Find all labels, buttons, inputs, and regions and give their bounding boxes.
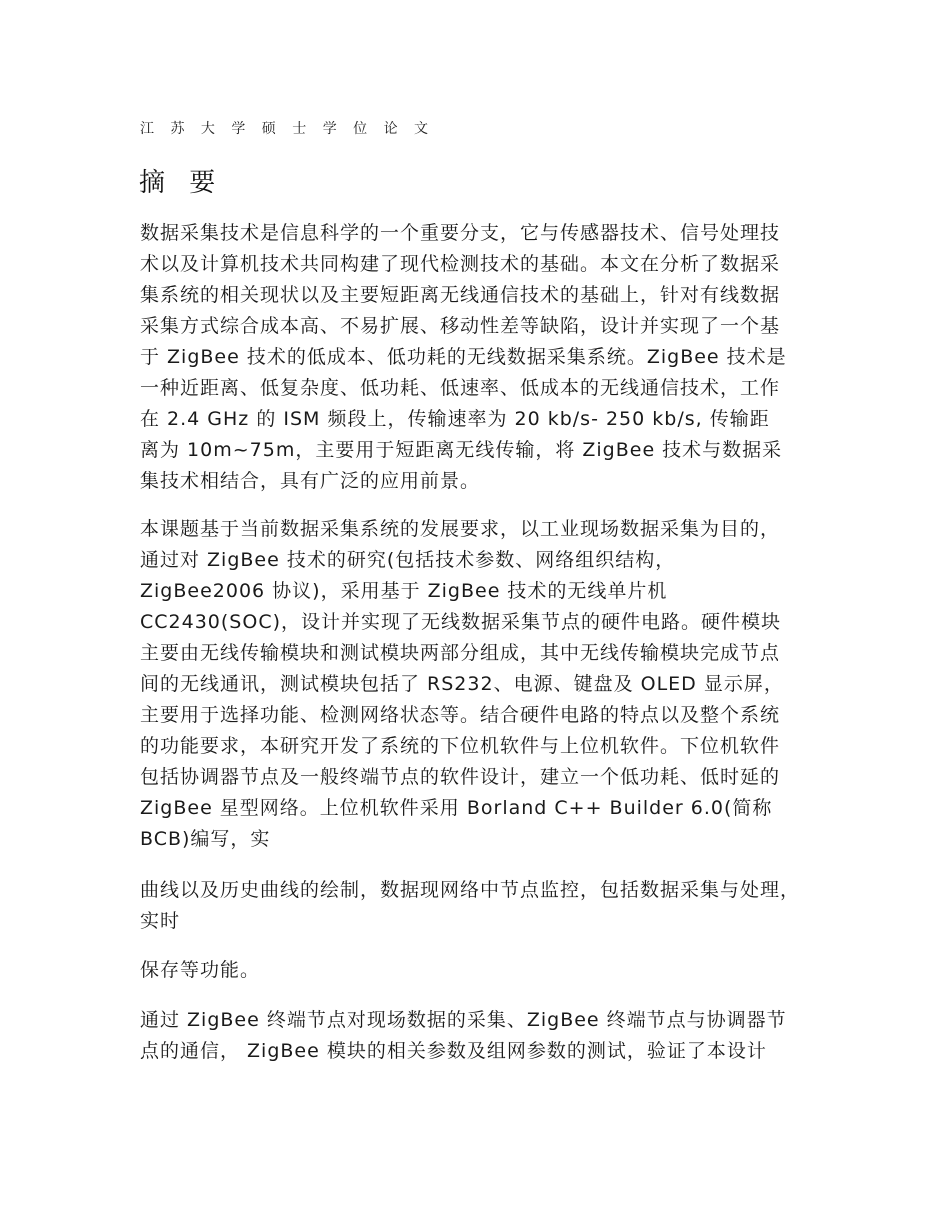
text-line: 通过对 ZigBee 技术的研究(包括技术参数、网络组织结构，	[140, 549, 676, 571]
text-line: 曲线以及历史曲线的绘制，数据现网络中节点监控，包括数据采集与处理，	[140, 879, 801, 901]
text-line: 间的无线通讯，测试模块包括了 RS232、电源、键盘及 OLED 显示屏，	[140, 673, 784, 695]
abstract-paragraph-1	[140, 218, 830, 497]
text-line: CC2430(SOC)，设计并实现了无线数据采集节点的硬件电路。硬件模块	[140, 611, 781, 633]
text-line: 实时	[140, 910, 181, 932]
abstract-paragraph-3	[140, 875, 830, 937]
text-line: 包括协调器节点及一般终端节点的软件设计，建立一个低功耗、低时延的	[140, 766, 781, 788]
text-line: 的功能要求，本研究开发了系统的下位机软件与上位机软件。下位机软件	[140, 735, 781, 757]
abstract-paragraph-4	[140, 955, 830, 986]
text-line: 离为 10m~75m，主要用于短距离无线传输，将 ZigBee 技术与数据采	[140, 439, 783, 461]
abstract-paragraph-2	[140, 514, 830, 855]
text-line: ZigBee2006 协议)，采用基于 ZigBee 技术的无线单片机	[140, 580, 668, 602]
text-line: 主要由无线传输模块和测试模块两部分组成，其中无线传输模块完成节点	[140, 642, 781, 664]
text-line: 于 ZigBee 技术的低成本、低功耗的无线数据采集系统。ZigBee 技术是	[140, 346, 787, 368]
text-line: BCB)编写，实	[140, 828, 271, 850]
text-line: ZigBee 星型网络。上位机软件采用 Borland C++ Builder 6.0(简称	[140, 797, 773, 819]
running-header: 江 苏 大 学 硕 士 学 位 论 文	[140, 121, 435, 137]
text-line: 点的通信， ZigBee 模块的相关参数及组网参数的测试，验证了本设计	[140, 1040, 767, 1062]
text-line: 集系统的相关现状以及主要短距离无线通信技术的基础上，针对有线数据	[140, 284, 781, 306]
text-line: 集技术相结合，具有广泛的应用前景。	[140, 470, 481, 492]
text-line: 保存等功能。	[140, 959, 261, 981]
abstract-paragraph-5	[140, 1005, 830, 1067]
text-line: 通过 ZigBee 终端节点对现场数据的采集、ZigBee 终端节点与协调器节	[140, 1009, 787, 1031]
text-line: 主要用于选择功能、检测网络状态等。结合硬件电路的特点以及整个系统	[140, 704, 781, 726]
text-line: 采集方式综合成本高、不易扩展、移动性差等缺陷，设计并实现了一个基	[140, 315, 781, 337]
text-line: 术以及计算机技术共同构建了现代检测技术的基础。本文在分析了数据采	[140, 253, 781, 275]
text-line: 一种近距离、低复杂度、低功耗、低速率、低成本的无线通信技术，工作	[140, 377, 781, 399]
text-line: 数据采集技术是信息科学的一个重要分支，它与传感器技术、信号处理技	[140, 222, 781, 244]
section-title-abstract: 摘 要	[139, 168, 224, 198]
text-line: 在 2.4 GHz 的 ISM 频段上，传输速率为 20 kb/s- 250 kb/s, 传输距	[140, 408, 770, 430]
text-line: 本课题基于当前数据采集系统的发展要求，以工业现场数据采集为目的，	[140, 518, 781, 540]
